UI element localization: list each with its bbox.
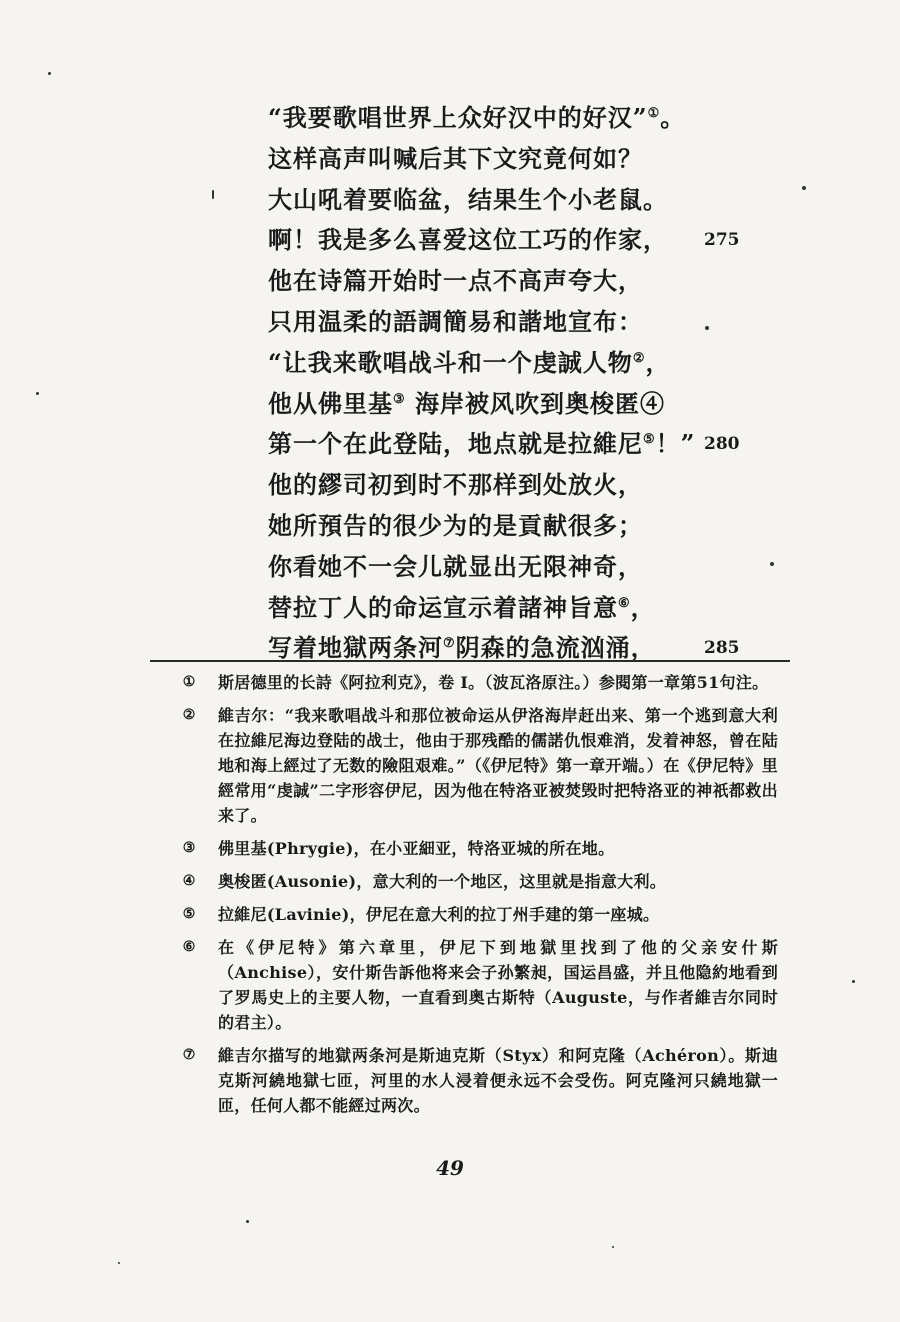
- scan-speck: [705, 326, 709, 330]
- verse-line: 只用温柔的語調簡易和諧地宣布：: [268, 306, 643, 336]
- scan-speck: [36, 392, 39, 395]
- footnote-mark: ⑦: [182, 1047, 196, 1063]
- scan-speck: [212, 190, 214, 199]
- footnote-text: 佛里基(Phrygie)，在小亚細亚，特洛亚城的所在地。: [218, 839, 615, 858]
- footnote-divider: [150, 660, 790, 662]
- verse-line: 你看她不一会儿就显出无限神奇，: [268, 551, 643, 581]
- poem-verse: [268, 98, 788, 669]
- verse-line: 大山吼着要临盆，结果生个小老鼠。: [268, 184, 668, 214]
- footnote-text: 維吉尔描写的地獄两条河是斯迪克斯（Styx）和阿克隆（Achéron）。斯迪克斯河繞地獄七匝，河里的水人浸着便永远不会受伤。阿克隆河只繞地獄一匝，任何人都不能經过两次。: [218, 1046, 778, 1115]
- footnote: [178, 869, 778, 894]
- footnote-mark: ②: [182, 707, 196, 723]
- footnotes: [178, 670, 778, 1126]
- scan-speck: [48, 72, 51, 75]
- footnote: [178, 703, 778, 828]
- footnote-mark: ④: [182, 873, 196, 889]
- footnote-text: 在《伊尼特》第六章里，伊尼下到地獄里找到了他的父亲安什斯（Anchise），安什斯告訴他将来会子孙繁昶，国运昌盛，并且他隐約地看到了罗馬史上的主要人物，一直看到奥古斯特（Auguste，与作者維吉尔同时的君主）。: [218, 938, 778, 1032]
- verse-line: 替拉丁人的命运宣示着諸神旨意⑥，: [268, 592, 656, 622]
- verse-line: 他在诗篇开始时一点不高声夸大，: [268, 266, 643, 296]
- footnote: [178, 836, 778, 861]
- verse-line: 写着地獄两条河⑦阴森的急流汹涌， 285: [268, 628, 788, 669]
- line-number: 285: [704, 638, 740, 659]
- verse-line: 她所預告的很少为的是貢献很多；: [268, 510, 643, 540]
- verse-line: 他的繆司初到时不那样到处放火，: [268, 470, 643, 500]
- page-number: 49: [436, 1156, 464, 1180]
- verse-line: 他从佛里基③ 海岸被风吹到奥梭匿④: [268, 388, 666, 418]
- footnote-text: 奥梭匿(Ausonie)，意大利的一个地区，这里就是指意大利。: [218, 872, 667, 891]
- footnote-mark: ⑥: [182, 939, 196, 955]
- footnote-text: 斯居德里的长詩《阿拉利克》，卷 I。（波瓦洛原注。）参閱第一章第51句注。: [218, 673, 769, 692]
- scan-speck: [852, 980, 855, 983]
- verse-line: 啊！我是多么喜爱这位工巧的作家， 275: [268, 220, 788, 261]
- footnote-text: 維吉尔：“我来歌唱战斗和那位被命运从伊洛海岸赶出来、第一个逃到意大利在拉維尼海边登陆的战士，他由于那残酷的儒諾仇恨难消，发着神怒，曾在陆地和海上經过了无数的險阻艰难。”（《伊尼特》第一章开端。）在《伊尼特》里經常用“虔誠”二字形容伊尼，因为他在特洛亚被焚毁时把特洛亚的神祇都救出来了。: [218, 706, 778, 825]
- footnote-mark: ③: [182, 840, 196, 856]
- footnote-mark: ①: [182, 674, 196, 690]
- scan-speck: [802, 186, 806, 190]
- footnote-text: 拉維尼(Lavinie)，伊尼在意大利的拉丁州手建的第一座城。: [218, 905, 660, 924]
- scan-speck: [246, 1220, 249, 1223]
- footnote: [178, 670, 778, 695]
- verse-line: “我要歌唱世界上众好汉中的好汉”①。: [268, 103, 686, 132]
- footnote: [178, 1043, 778, 1118]
- line-number: 275: [704, 230, 740, 251]
- scan-speck: [118, 1262, 120, 1264]
- footnote: [178, 902, 778, 927]
- verse-line: “让我来歌唱战斗和一个虔誠人物②，: [268, 347, 671, 377]
- footnote: [178, 935, 778, 1035]
- scan-speck: [770, 562, 774, 566]
- verse-line: 这样高声叫喊后其下文究竟何如？: [268, 143, 643, 173]
- footnote-mark: ⑤: [182, 906, 196, 922]
- scan-speck: [612, 1246, 614, 1248]
- line-number: 280: [704, 434, 740, 455]
- verse-line: 第一个在此登陆，地点就是拉維尼⑤！” 280: [268, 424, 788, 465]
